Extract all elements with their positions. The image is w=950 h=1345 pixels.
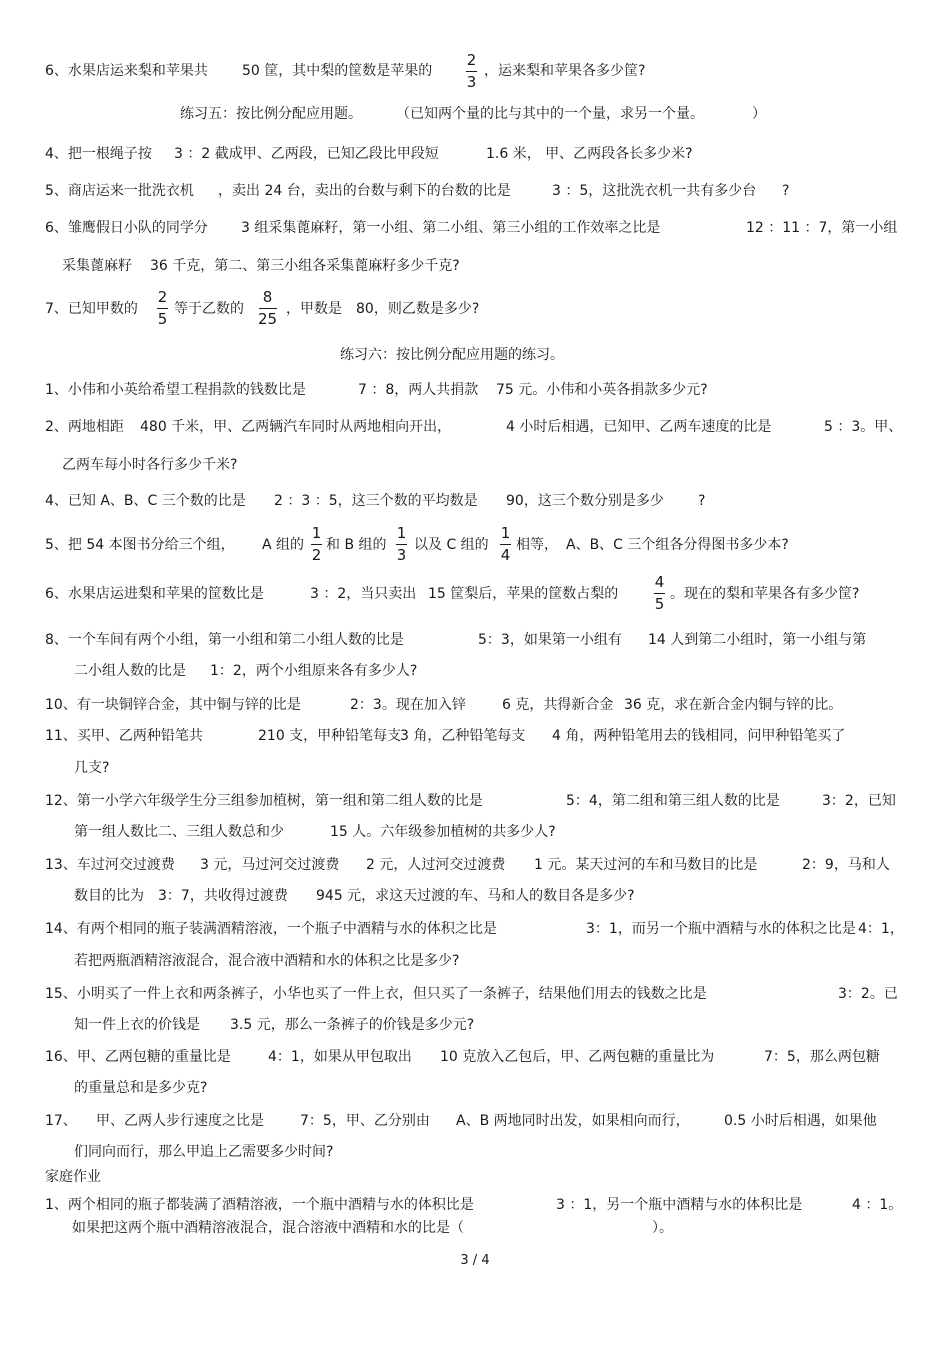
text: 5、把 54 本图书分给三个组，	[45, 537, 235, 553]
text: 们同向而行，那么甲追上乙需要多少时间?	[74, 1144, 334, 1160]
text: 乙两车每小时各行多少千米?	[62, 457, 238, 473]
text: 第一组人数比二、三组人数总和少	[74, 824, 284, 840]
text: 5、商店运来一批洗衣机	[45, 183, 194, 199]
numerator: 2	[157, 288, 168, 306]
text: 和 B 组的	[326, 537, 387, 553]
denominator: 3	[466, 73, 477, 91]
text: 3 ：1，另一个瓶中酒精与水的体积比是	[556, 1197, 803, 1213]
text: 10、有一块铜锌合金，其中铜与锌的比是	[45, 697, 301, 713]
text: A、B 两地同时出发，如果相向而行，	[456, 1113, 690, 1129]
fraction-bar	[654, 593, 665, 594]
text: 2、两地相距	[45, 419, 124, 435]
text: A、B、C 三个组各分得图书多少本?	[566, 537, 789, 553]
text: ，卖出 24 台，卖出的台数与剩下的台数的比是	[218, 183, 511, 199]
text: 练习六：按比例分配应用题的练习。	[340, 347, 564, 363]
text: 480 千米，甲、乙两辆汽车同时从两地相向开出，	[140, 419, 452, 435]
text: 13、车过河交过渡费	[45, 857, 175, 873]
text: 甲、乙两人步行速度之比是	[96, 1113, 264, 1129]
numerator: 1	[396, 524, 407, 542]
denominator: 2	[311, 546, 322, 564]
fraction-bar	[259, 308, 277, 309]
text: 15、小明买了一件上衣和两条裤子，小华也买了一件上衣，但只买了一条裤子，结果他们用去的钱数之比是	[45, 986, 707, 1002]
text: 6、雏鹰假日小队的同学分	[45, 220, 208, 236]
text: 6 克，共得新合金	[502, 697, 614, 713]
text: 90，这三个数分别是多少	[506, 493, 664, 509]
text: 2 元，人过河交过渡费	[366, 857, 506, 873]
fraction	[654, 574, 665, 613]
text: 3：7，共收得过渡费	[158, 888, 288, 904]
text: 1 元。某天过河的车和马数目的比是	[534, 857, 758, 873]
fraction-bar	[396, 544, 407, 545]
fraction-bar	[500, 544, 511, 545]
text: 1、两个相同的瓶子都装满了酒精溶液，一个瓶中酒精与水的体积比是	[45, 1197, 474, 1213]
text: ，运来梨和苹果各多少筐?	[484, 63, 646, 79]
text: 2：3。现在加入锌	[350, 697, 466, 713]
text: 知一件上衣的价钱是	[74, 1017, 200, 1033]
text: ，甲数是	[286, 301, 342, 317]
text: 16、甲、乙两包糖的重量比是	[45, 1049, 231, 1065]
text: 5：4，第二组和第三组人数的比是	[566, 793, 780, 809]
text: ?	[782, 183, 790, 199]
denominator: 5	[654, 595, 665, 613]
text: 36 克，求在新合金内铜与锌的比。	[624, 697, 843, 713]
text: 若把两瓶酒精溶液混合，混合液中酒精和水的体积之比是多少?	[74, 953, 460, 969]
numerator: 8	[262, 288, 273, 306]
page-number: 3 / 4	[460, 1253, 490, 1268]
text: 6、水果店运来梨和苹果共	[45, 63, 208, 79]
text: 的重量总和是多少克?	[74, 1080, 208, 1096]
denominator: 4	[500, 546, 511, 564]
fraction	[500, 525, 511, 564]
text: 3 ：2 截成甲、乙两段，已知乙段比甲段短	[174, 146, 439, 162]
text: 4 小时后相遇，已知甲、乙两车速度的比是	[506, 419, 772, 435]
text: 。现在的梨和苹果各有多少筐?	[670, 586, 860, 602]
text: 14 人到第二小组时，第一小组与第	[648, 632, 867, 648]
denominator: 3	[396, 546, 407, 564]
text: 3：1，而另一个瓶中酒精与水的体积之比是	[586, 921, 856, 937]
text: 14、有两个相同的瓶子装满酒精溶液，一个瓶子中酒精与水的体积之比是	[45, 921, 497, 937]
text: 210 支，甲种铅笔每支	[258, 728, 402, 744]
text: 4、把一根绳子按	[45, 146, 152, 162]
text: 1、小伟和小英给希望工程捐款的钱数比是	[45, 382, 306, 398]
text: 7 ：8，两人共捐款	[358, 382, 479, 398]
fraction	[157, 289, 168, 328]
text: 3 ：5，这批洗衣机一共有多少台	[552, 183, 757, 199]
text: 3 角，乙种铅笔每支	[400, 728, 526, 744]
text: 5：3，如果第一小组有	[478, 632, 622, 648]
text: 4 角，两种铅笔用去的钱相同，问甲种铅笔买了	[552, 728, 846, 744]
fraction-bar	[157, 308, 168, 309]
text: 0.5 小时后相遇，如果他	[724, 1113, 877, 1129]
fraction	[396, 525, 407, 564]
text: 2 ：3 ：5，这三个数的平均数是	[274, 493, 478, 509]
text: ?	[698, 493, 706, 509]
text: （已知两个量的比与其中的一个量，求另一个量。	[396, 106, 704, 122]
text: 数目的比为	[74, 888, 144, 904]
text: 二小组人数的比是	[74, 663, 186, 679]
text: 17、	[45, 1113, 77, 1129]
text: 12、第一小学六年级学生分三组参加植树，第一组和第二组人数的比是	[45, 793, 483, 809]
text: 7：5，甲、乙分别由	[300, 1113, 430, 1129]
text: 7：5，那么两包糖	[764, 1049, 880, 1065]
text: 1.6 米， 甲、乙两段各长多少米?	[486, 146, 693, 162]
text: 4：1，如果从甲包取出	[268, 1049, 412, 1065]
text: ）。	[652, 1220, 673, 1236]
text: 如果把这两个瓶中酒精溶液混合，混合溶液中酒精和水的比是（	[72, 1220, 464, 1236]
text: 36 千克，第二、第三小组各采集蓖麻籽多少千克?	[150, 258, 460, 274]
numerator: 4	[654, 573, 665, 591]
text: 家庭作业	[45, 1169, 101, 1185]
numerator: 1	[500, 524, 511, 542]
denominator: 25	[258, 310, 278, 328]
text: 5 ：3。甲、	[824, 419, 903, 435]
text: 8、一个车间有两个小组，第一小组和第二小组人数的比是	[45, 632, 404, 648]
text: 15 人。六年级参加植树的共多少人?	[330, 824, 556, 840]
text: 3 元，马过河交过渡费	[200, 857, 340, 873]
fraction	[311, 525, 322, 564]
denominator: 5	[157, 310, 168, 328]
text: 1：2，两个小组原来各有多少人?	[210, 663, 418, 679]
text: 7、已知甲数的	[45, 301, 138, 317]
text: 4 ：1。	[852, 1197, 903, 1213]
numerator: 2	[466, 51, 477, 69]
text: 2：9，马和人	[802, 857, 890, 873]
text: ）	[752, 106, 766, 122]
text: 以及 C 组的	[414, 537, 489, 553]
text: 4：1，	[858, 921, 904, 937]
fraction	[466, 52, 477, 91]
text: 几支?	[74, 760, 110, 776]
text: 等于乙数的	[174, 301, 244, 317]
text: 4、已知 A、B、C 三个数的比是	[45, 493, 246, 509]
numerator: 1	[311, 524, 322, 542]
text: 3：2。已	[838, 986, 898, 1002]
text: 练习五：按比例分配应用题。	[180, 106, 362, 122]
text: 11、买甲、乙两种铅笔共	[45, 728, 203, 744]
text: 15 筐梨后，苹果的筐数占梨的	[428, 586, 619, 602]
text: 80，则乙数是多少?	[356, 301, 480, 317]
text: 3：2，已知	[822, 793, 896, 809]
text: 10 克放入乙包后，甲、乙两包糖的重量比为	[440, 1049, 715, 1065]
text: 50 筐，其中梨的筐数是苹果的	[242, 63, 433, 79]
text: 3.5 元，那么一条裤子的价钱是多少元?	[230, 1017, 475, 1033]
text: 6、水果店运进梨和苹果的筐数比是	[45, 586, 264, 602]
text: 945 元，求这天过渡的车、马和人的数目各是多少?	[316, 888, 635, 904]
fraction-bar	[311, 544, 322, 545]
text: A 组的	[262, 537, 305, 553]
fraction	[258, 289, 277, 328]
text: 3 ：2，当只卖出	[310, 586, 417, 602]
text: 3 组采集蓖麻籽，第一小组、第二小组、第三小组的工作效率之比是	[241, 220, 661, 236]
text: 12 ：11 ：7，第一小组	[746, 220, 898, 236]
text: 75 元。小伟和小英各捐款多少元?	[496, 382, 708, 398]
text: 采集蓖麻籽	[62, 258, 132, 274]
fraction-bar	[466, 71, 477, 72]
text: 相等，	[516, 537, 558, 553]
